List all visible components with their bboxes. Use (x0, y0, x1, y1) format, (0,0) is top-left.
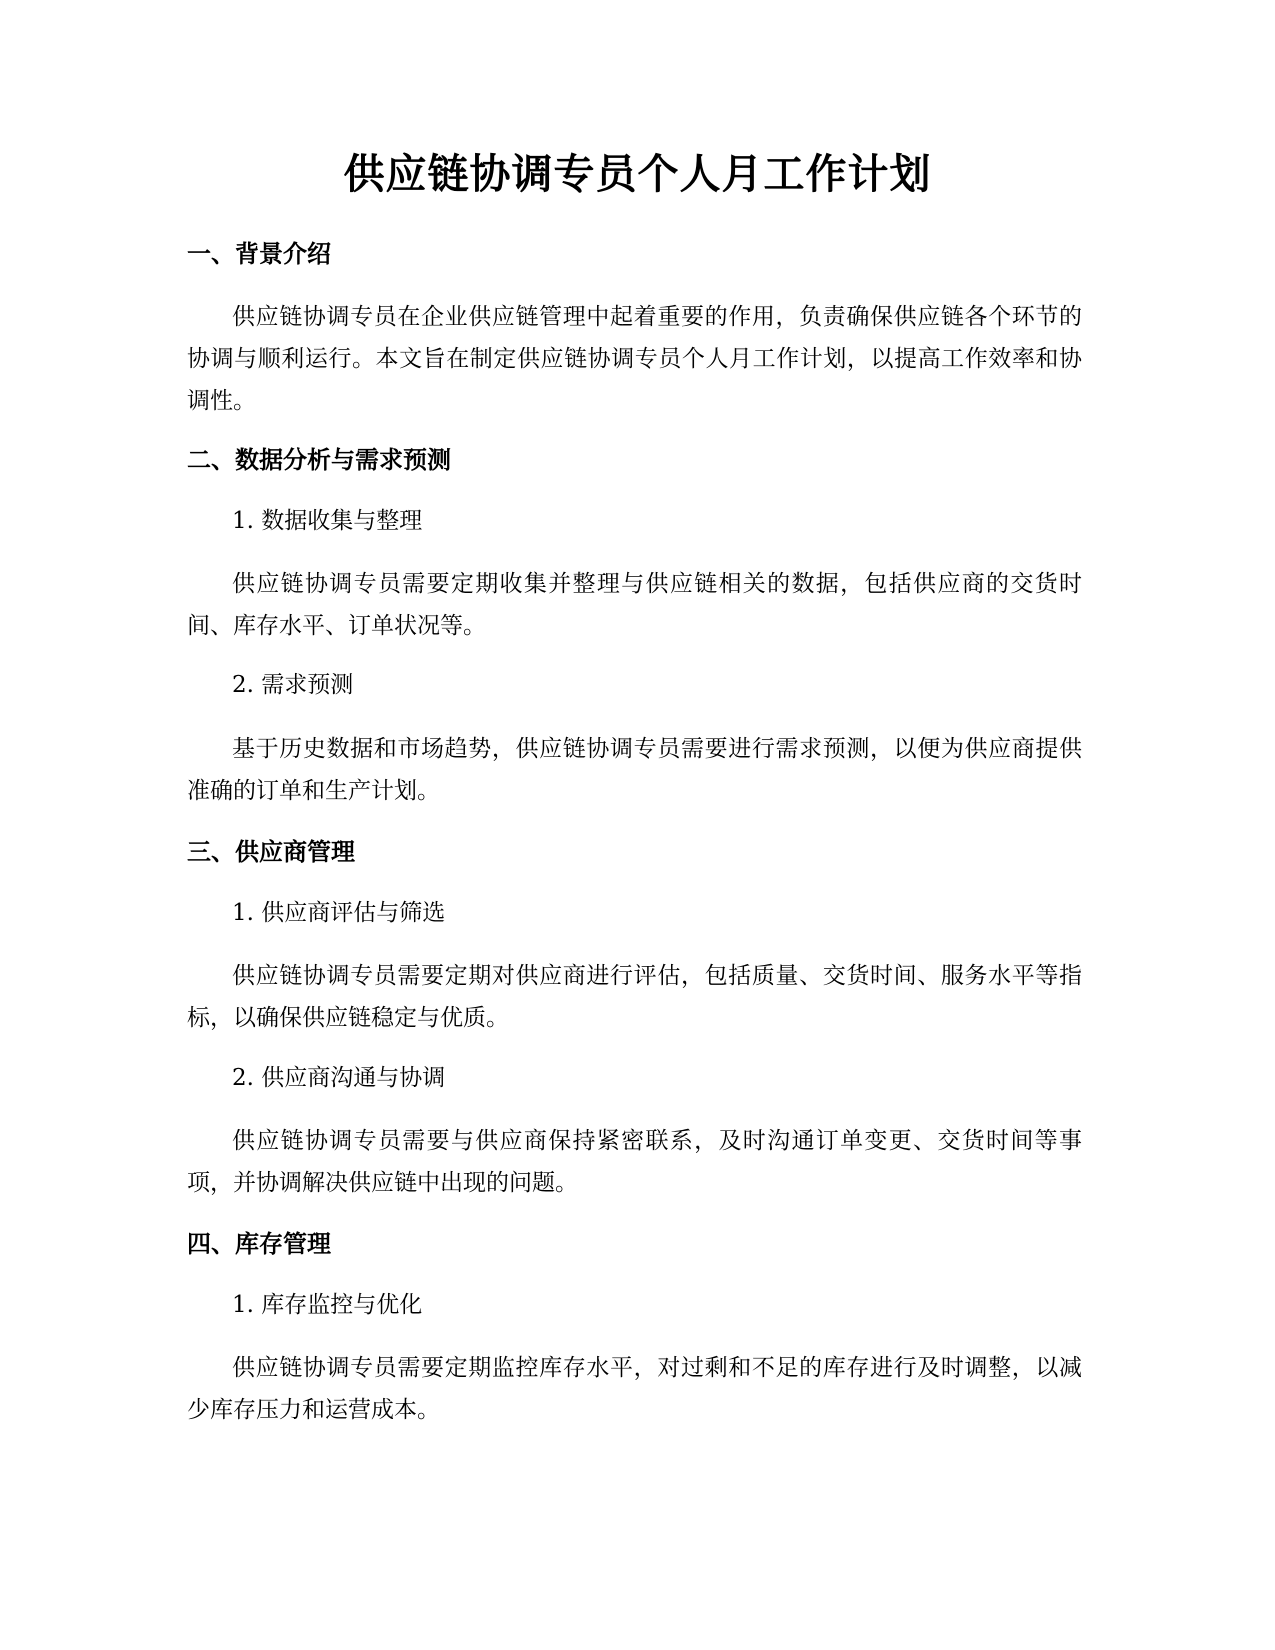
subheading-inventory-monitoring: 1. 库存监控与优化 (232, 1292, 423, 1318)
subheading-supplier-evaluation: 1. 供应商评估与筛选 (232, 900, 446, 926)
section-heading-supplier-management: 三、供应商管理 (187, 838, 355, 866)
subheading-supplier-communication: 2. 供应商沟通与协调 (232, 1065, 446, 1091)
subheading-data-collection: 1. 数据收集与整理 (232, 508, 423, 534)
document-title: 供应链协调专员个人月工作计划 (343, 150, 932, 198)
section-heading-background: 一、背景介绍 (187, 240, 331, 268)
section-heading-inventory-management: 四、库存管理 (187, 1230, 331, 1258)
paragraph-supplier-communication: 供应链协调专员需要与供应商保持紧密联系，及时沟通订单变更、交货时间等事项，并协调解决供应链中出现的问题。 (187, 1128, 1082, 1196)
section-paragraph-background: 供应链协调专员在企业供应链管理中起着重要的作用，负责确保供应链各个环节的协调与顺利运行。本文旨在制定供应链协调专员个人月工作计划，以提高工作效率和协调性。 (187, 304, 1082, 414)
section-heading-data-analysis: 二、数据分析与需求预测 (187, 446, 451, 474)
paragraph-supplier-evaluation: 供应链协调专员需要定期对供应商进行评估，包括质量、交货时间、服务水平等指标，以确保供应链稳定与优质。 (187, 963, 1082, 1031)
subheading-demand-forecast: 2. 需求预测 (232, 672, 354, 698)
paragraph-inventory-monitoring: 供应链协调专员需要定期监控库存水平，对过剩和不足的库存进行及时调整，以减少库存压力和运营成本。 (187, 1355, 1082, 1423)
paragraph-demand-forecast: 基于历史数据和市场趋势，供应链协调专员需要进行需求预测，以便为供应商提供准确的订单和生产计划。 (187, 736, 1082, 804)
paragraph-data-collection: 供应链协调专员需要定期收集并整理与供应链相关的数据，包括供应商的交货时间、库存水平、订单状况等。 (187, 571, 1082, 639)
